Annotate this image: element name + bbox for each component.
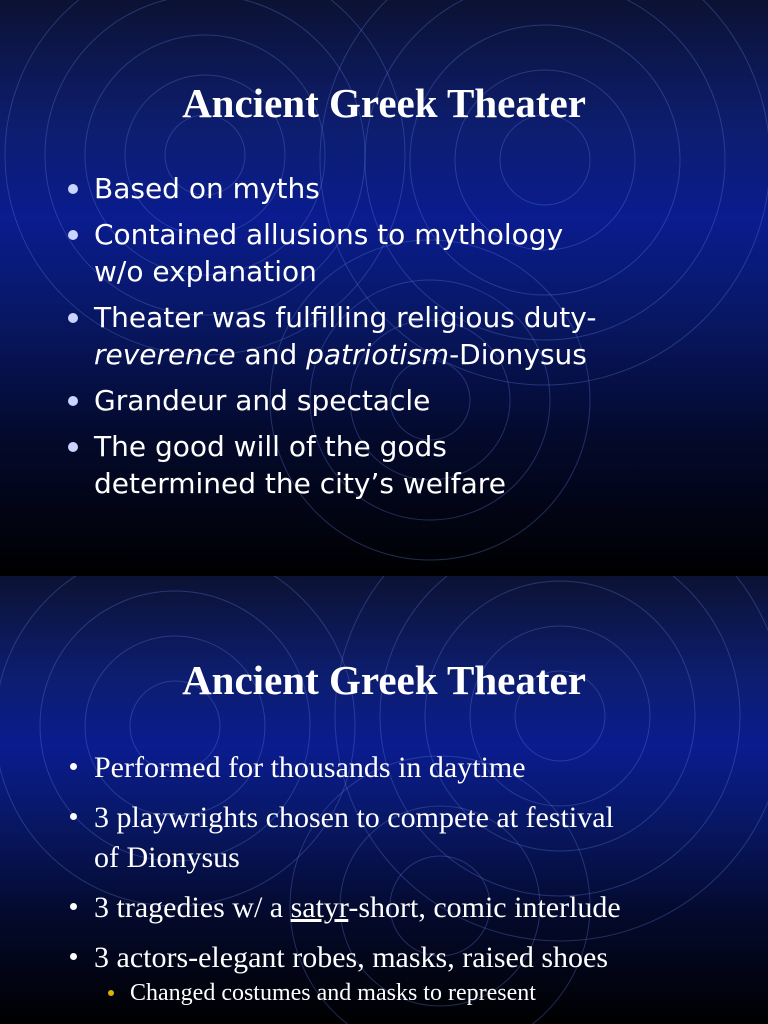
bullet-text: Based on myths [94, 172, 320, 205]
list-item [94, 170, 734, 207]
bullet-dot-icon [70, 813, 77, 820]
bullet-text-pre: 3 tragedies w/ a [94, 891, 291, 924]
bullet-text-tail: -Dionysus [449, 338, 587, 371]
underlined-satyr: satyr [290, 891, 349, 924]
list-item [94, 382, 734, 419]
bullet-text-continued: of Dionysus [94, 841, 240, 874]
sub-list-item [130, 978, 734, 1008]
emphasis-patriotism: patriotism [306, 338, 450, 371]
slide-2-bullet-list [94, 748, 734, 1012]
bullet-dot-icon [70, 953, 77, 960]
bullet-dot-icon [70, 903, 77, 910]
slide-2 [0, 576, 768, 1024]
bullet-dot-icon [70, 763, 77, 770]
slide-1-title: Ancient Greek Theater [182, 80, 586, 126]
bullet-text: 3 playwrights chosen to compete at festival [94, 801, 614, 834]
bullet-dot-icon [68, 442, 78, 452]
list-item [94, 216, 734, 290]
bullet-text: Contained allusions to mythology [94, 218, 564, 251]
bullet-text-continued: determined the city’s welfare [94, 467, 506, 500]
list-item [94, 938, 734, 1008]
bullet-text: The good will of the gods [94, 430, 447, 463]
slide-1-bullet-list [94, 170, 734, 511]
bullet-dot-icon [68, 313, 78, 323]
bullet-text-and: and [235, 338, 307, 371]
sub-bullet-dot-icon [108, 990, 114, 996]
emphasis-reverence: reverence [94, 338, 236, 371]
sub-bullet-text: Changed costumes and masks to represent [130, 980, 536, 1006]
bullet-text: Theater was fulfilling religious duty- [94, 301, 597, 334]
bullet-text-post: -short, comic interlude [348, 891, 621, 924]
slide-2-title: Ancient Greek Theater [182, 657, 586, 703]
list-item [94, 428, 734, 502]
list-item [94, 888, 734, 928]
bullet-dot-icon [68, 396, 78, 406]
list-item [94, 299, 734, 373]
list-item [94, 748, 734, 788]
list-item [94, 798, 734, 878]
bullet-text: 3 actors-elegant robes, masks, raised shoes [94, 941, 609, 974]
bullet-text-continued: w/o explanation [94, 255, 317, 288]
bullet-dot-icon [68, 184, 78, 194]
bullet-text: Grandeur and spectacle [94, 384, 431, 417]
bullet-dot-icon [68, 230, 78, 240]
bullet-text: Performed for thousands in daytime [94, 751, 526, 784]
